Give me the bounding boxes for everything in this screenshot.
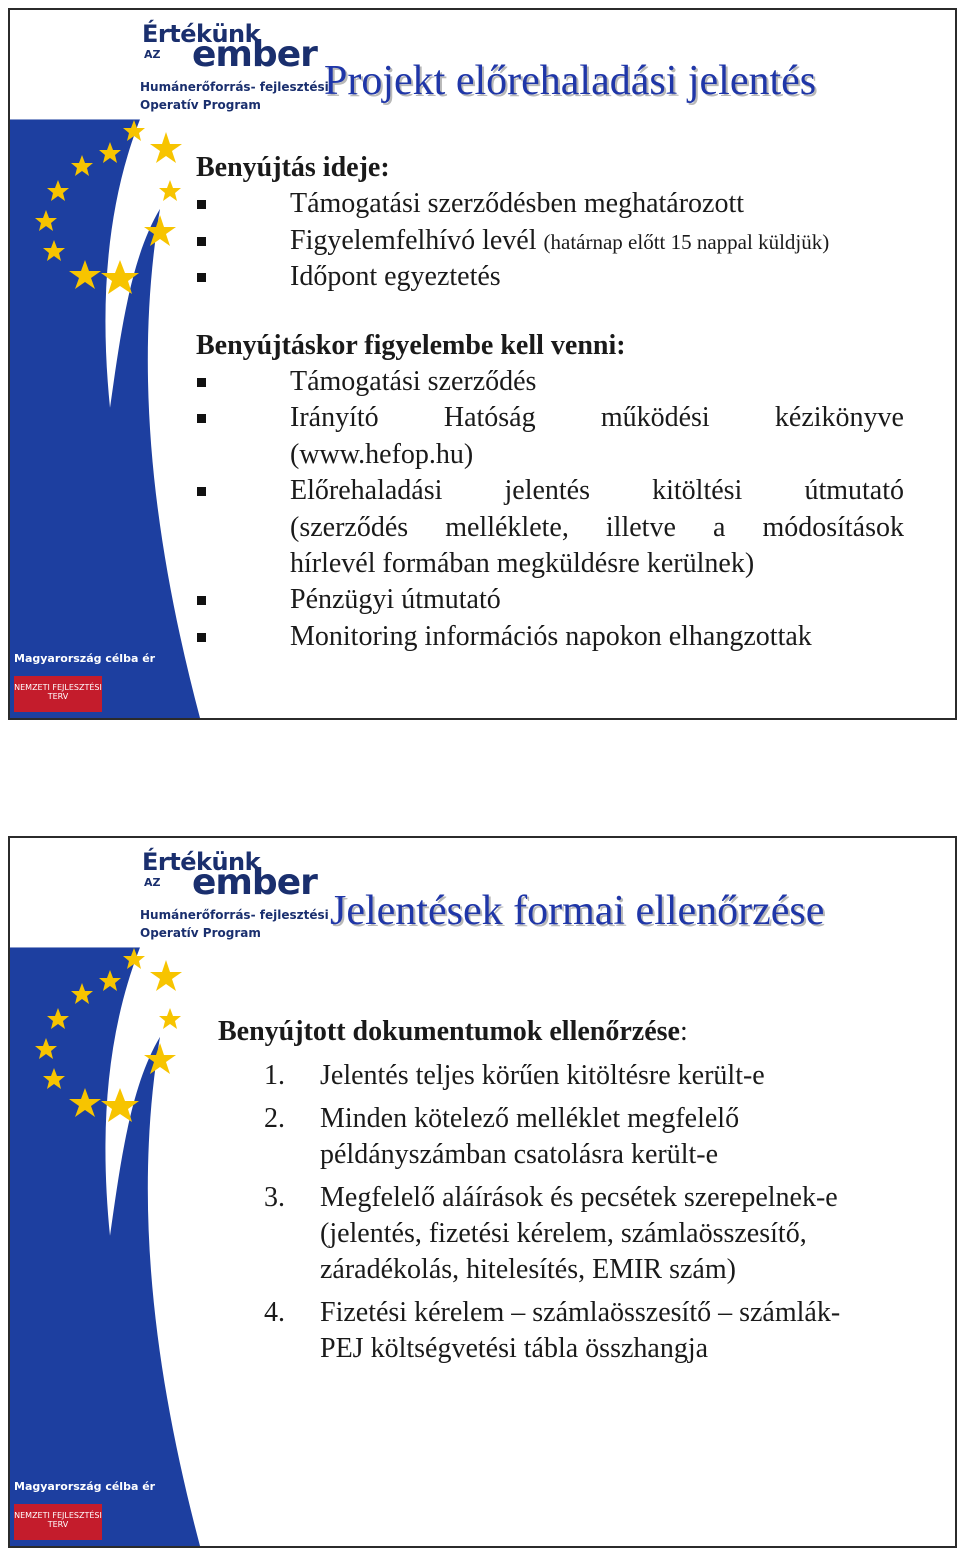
logo-line-1: Értékünk	[142, 848, 261, 876]
list-item: Előrehaladási jelentés kitöltési útmutató (szerződés melléklete, illetve a módosítások hírlevél formában megküldésre kerülnek)	[196, 473, 904, 582]
star-icons	[10, 110, 200, 310]
bullet-list	[196, 186, 904, 295]
list-item: 2. Minden kötelező melléklet megfelelő példányszámban csatolásra került-e	[264, 1102, 740, 1171]
slide-2-content	[218, 1014, 918, 1374]
list-item: Támogatási szerződés	[196, 364, 904, 400]
list-item: 4. Fizetési kérelem – számlaösszesítő – számlák- PEJ költségvetési tábla összhangja	[264, 1296, 841, 1365]
logo-line-5: Operatív Program	[140, 926, 261, 940]
slide-1	[8, 8, 957, 720]
numbered-list	[218, 1058, 918, 1367]
list-item: Irányító Hatóság működési kézikönyve (www.hefop.hu)	[196, 400, 904, 473]
list-item-note: (határnap előtt 15 nappal küldjük)	[543, 229, 830, 254]
list-item: Figyelemfelhívó levél (határnap előtt 15 nappal küldjük)	[196, 223, 904, 259]
hefop-logo	[138, 20, 338, 120]
list-item: 3. Megfelelő aláírások és pecsétek szerepelnek-e (jelentés, fizetési kérelem, számlaösszesítő, záradékolás, hitelesítés, EMIR szám)	[264, 1181, 838, 1286]
footer-motto: Magyarország célba ér	[14, 652, 156, 665]
footer-motto: Magyarország célba ér	[14, 1480, 156, 1493]
list-item: Támogatási szerződésben meghatározott	[196, 186, 904, 222]
section-heading: Benyújtáskor figyelembe kell venni:	[196, 329, 626, 361]
logo-line-1: Értékünk	[142, 20, 261, 48]
logo-line-3: ember	[192, 34, 317, 75]
slide-2	[8, 836, 957, 1548]
logo-line-5: Operatív Program	[140, 98, 261, 112]
bullet-list	[196, 364, 904, 655]
nft-logo: NEMZETI FEJLESZTÉSI TERV	[14, 1504, 102, 1540]
star-icons	[10, 938, 200, 1138]
list-item: Időpont egyeztetés	[196, 259, 904, 295]
slide-title: Jelentések formai ellenőrzése	[330, 888, 825, 934]
list-item: 1. Jelentés teljes körűen kitöltésre került-e	[264, 1060, 765, 1092]
logo-line-4: Humánerőforrás- fejlesztési	[140, 80, 329, 94]
logo-line-2: AZ	[144, 876, 161, 889]
list-item: Monitoring információs napokon elhangzottak	[196, 619, 904, 655]
eu-flag-icon	[108, 1504, 162, 1540]
list-item: Pénzügyi útmutató	[196, 582, 904, 618]
slide-1-content	[196, 150, 904, 655]
slide-title: Projekt előrehaladási jelentés	[324, 58, 817, 104]
section-heading: Benyújtás ideje:	[196, 152, 390, 183]
logo-line-4: Humánerőforrás- fejlesztési	[140, 908, 329, 922]
nft-logo: NEMZETI FEJLESZTÉSI TERV	[14, 676, 102, 712]
logo-line-2: AZ	[144, 48, 161, 61]
hefop-logo	[138, 848, 338, 948]
eu-flag-icon	[108, 676, 162, 712]
logo-line-3: ember	[192, 862, 317, 903]
section-heading: Benyújtott dokumentumok ellenőrzése:	[218, 1016, 688, 1047]
